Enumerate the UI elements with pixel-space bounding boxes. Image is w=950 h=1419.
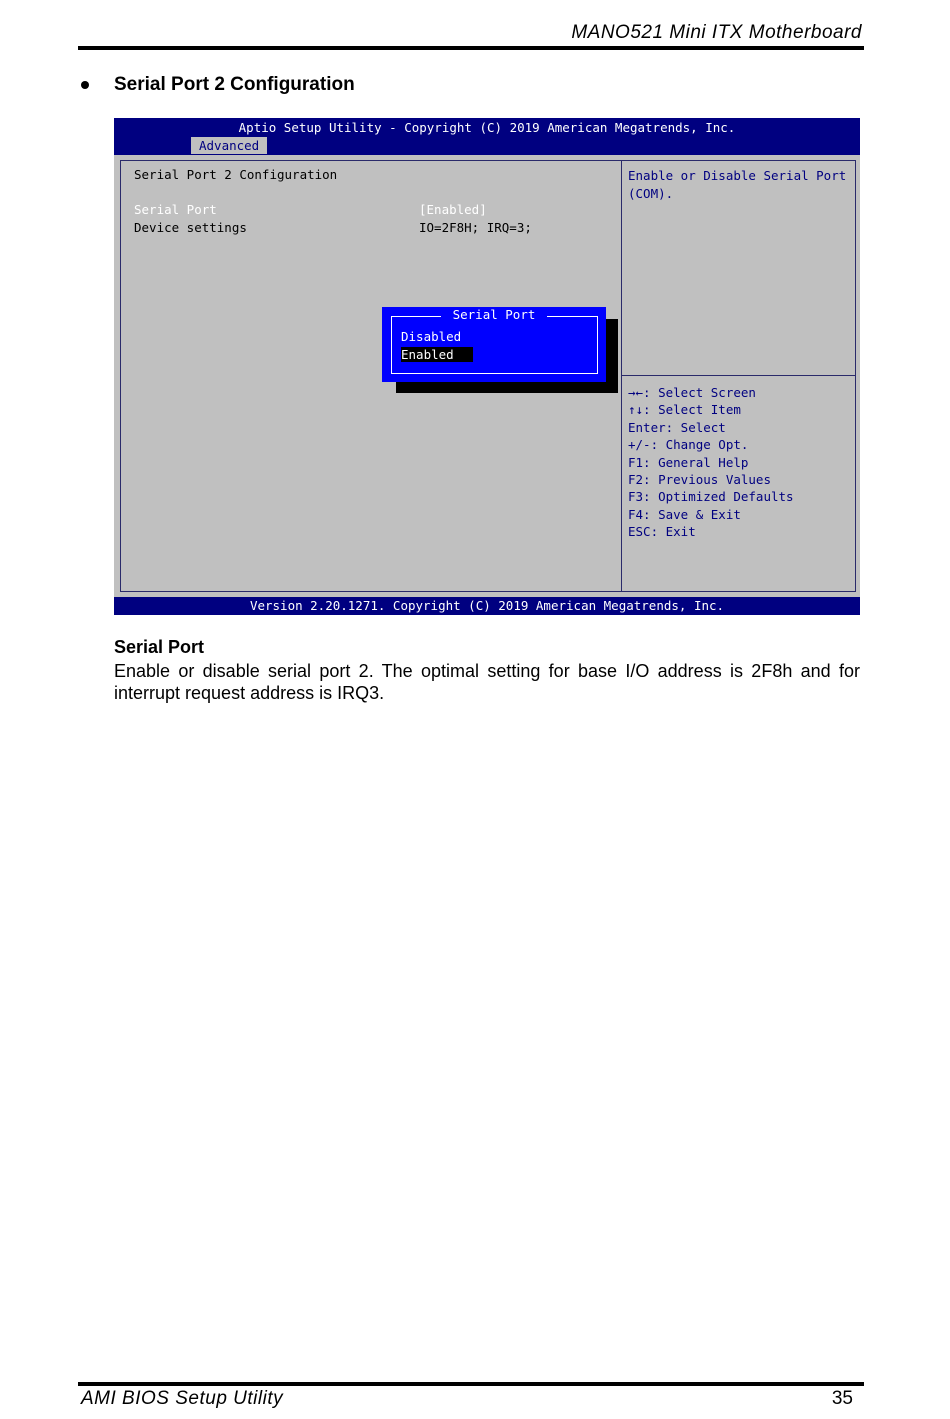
popup-border <box>391 316 598 374</box>
key-select-item: ↑↓: Select Item <box>628 402 741 418</box>
bios-version-bar: Version 2.20.1271. Copyright (C) 2019 American Megatrends, Inc. <box>114 597 860 615</box>
bullet-icon <box>81 81 89 89</box>
key-f1: F1: General Help <box>628 454 749 470</box>
footer-rule <box>78 1382 864 1386</box>
section-heading: Serial Port 2 Configuration <box>114 74 355 95</box>
setting-device-settings-label: Device settings <box>134 220 247 235</box>
popup-option-disabled[interactable]: Disabled <box>401 329 462 344</box>
popup-title <box>382 307 606 322</box>
popup-title-text: Serial Port <box>441 307 548 322</box>
description-heading: Serial Port <box>114 637 205 657</box>
bios-page-title: Serial Port 2 Configuration <box>134 167 338 182</box>
key-change-opt: +/-: Change Opt. <box>628 437 749 453</box>
key-f4: F4: Save & Exit <box>628 506 741 522</box>
tab-advanced[interactable]: Advanced <box>191 137 267 154</box>
document-header-title: MANO521 Mini ITX Motherboard <box>571 22 862 43</box>
bios-divider-vertical <box>621 160 622 592</box>
bios-title-bar <box>114 118 860 155</box>
setting-device-settings-value: IO=2F8H; IRQ=3; <box>419 220 532 235</box>
key-enter: Enter: Select <box>628 419 726 435</box>
popup-option-enabled[interactable]: Enabled <box>401 347 473 362</box>
footer-title: AMI BIOS Setup Utility <box>81 1388 284 1409</box>
bios-key-legend <box>628 384 794 541</box>
bios-screen <box>114 118 860 615</box>
key-f2: F2: Previous Values <box>628 472 771 488</box>
key-select-screen: →←: Select Screen <box>628 385 756 400</box>
key-esc: ESC: Exit <box>628 524 696 540</box>
description-text: Enable or disable serial port 2. The optimal setting for base I/O address is 2F8h and for interrupt request address is IRQ3. <box>114 661 860 703</box>
page-number: 35 <box>831 1388 853 1409</box>
setting-serial-port-label[interactable]: Serial Port <box>134 202 217 217</box>
serial-port-popup <box>382 307 606 382</box>
bios-divider-horizontal <box>621 375 855 376</box>
header-rule <box>78 46 864 50</box>
bios-help-text: Enable or Disable Serial Port (COM). <box>628 168 847 201</box>
bios-title-text: Aptio Setup Utility - Copyright (C) 2019 American Megatrends, Inc. <box>238 120 736 135</box>
key-f3: F3: Optimized Defaults <box>628 489 794 505</box>
setting-serial-port-value[interactable]: [Enabled] <box>419 202 487 217</box>
